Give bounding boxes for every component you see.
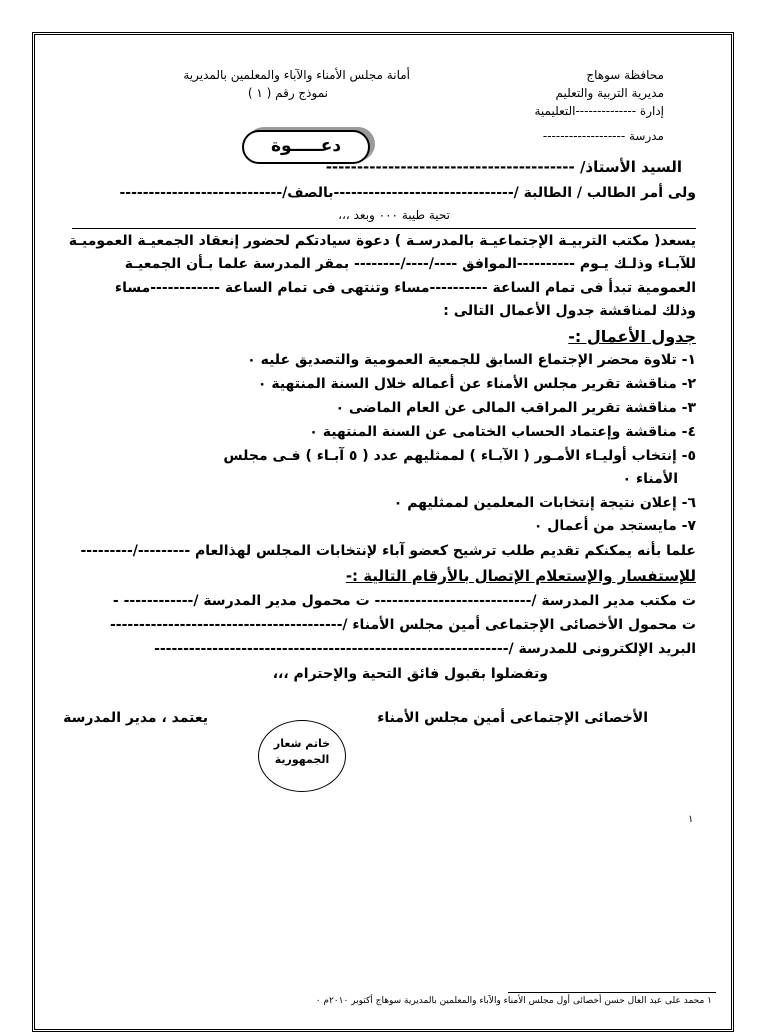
agenda-item: ٦- إعلان نتيجة إنتخابات المعلمين لممثليهم ٠ xyxy=(393,495,696,511)
administration-label: إدارة --------------التعليمية xyxy=(534,104,664,118)
contact-line-2: ت محمول الأخصائى الإجتماعى أمين مجلس الأمناء /---------------------------------------- xyxy=(109,617,696,633)
council-label: أمانة مجلس الأمناء والآباء والمعلمين بالمديرية xyxy=(183,68,410,82)
governorate-label: محافظة سوهاج xyxy=(586,68,664,82)
signature-principal: يعتمد ، مدير المدرسة xyxy=(63,710,208,726)
form-number: نموذج رقم ( ١ ) xyxy=(247,86,328,100)
body-line-2: للآبـاء وذلـك يـوم ----------الموافق ----/----/-------- بمقر المدرسة علما بـأن الجمعيـة xyxy=(124,256,696,272)
footnote-marker: ١ xyxy=(688,814,694,825)
agenda-item: ٤- مناقشة وإعتماد الحساب الختامى عن السنة المنتهية ٠ xyxy=(309,424,696,440)
closing-line: وتفضلوا بقبول فائق التحية والإحترام ،،، xyxy=(272,666,548,682)
greeting: تحية طيبة ٠٠٠ وبعد ،،، xyxy=(338,208,450,222)
contact-heading: للإستفسار والإستعلام الإتصال بالأرقام التالية :- xyxy=(345,567,696,585)
nomination-note: علما بأنه يمكنكم تقديم طلب ترشيح كعضو آباء لإنتخابات المجلس لهذالعام ---------/--------- xyxy=(80,543,696,559)
body-line-3: العمومية تبدأ فى تمام الساعة ----------مساء وتنتهى فى تمام الساعة ------------مساء xyxy=(114,280,696,296)
agenda-item: ٥- إنتخاب أوليـاء الأمـور ( الآبـاء ) لممثليهم عدد ( ٥ آبـاء ) فـى مجلس xyxy=(223,448,696,464)
contact-line-1: ت مكتب مدير المدرسة /--------------------------- ت محمول مدير المدرسة /------------ - xyxy=(112,593,696,609)
agenda-item: ٣- مناقشة تقرير المراقب المالى عن العام الماضى ٠ xyxy=(335,400,696,416)
agenda-item: ٢- مناقشة تقرير مجلس الأمناء عن أعماله خلال السنة المنتهية ٠ xyxy=(257,376,696,392)
agenda-item: ١- تلاوة محضر الإجتماع السابق للجمعية العمومية والتصديق عليه ٠ xyxy=(247,352,696,368)
seal-text: خاتم شعار الجمهورية xyxy=(273,737,331,766)
body-line-4: وذلك لمناقشة جدول الأعمال التالى : xyxy=(443,303,696,319)
agenda-item: ٧- مايستجد من أعمال ٠ xyxy=(533,518,696,534)
agenda-item: الأمناء ٠ xyxy=(622,471,678,487)
footnote-text: ١ محمد على عبد العال حسن أخصائى أول مجلس الأمناء والآباء والمعلمين بالمديرية سوهاج أكتوبر ٢٠١٠م ٠ xyxy=(315,996,712,1006)
agenda-heading: جدول الأعمال :- xyxy=(568,327,696,346)
guardian-line: ولى أمر الطالب / الطالبة /-------------------------------بالصف/---------------------------- xyxy=(119,185,696,201)
body-line-1: يسعد( مكتب التربيـة الإجتماعيـة بالمدرسـة ) دعوة سيادتكم لحضور إنعقاد الجمعيـة العموميـة xyxy=(68,233,696,249)
contact-line-3: البريد الإلكترونى للمدرسة /------------------------------------------------------------- xyxy=(154,641,696,657)
signature-social-worker: الأخصائى الإجتماعى أمين مجلس الأمناء xyxy=(377,710,648,726)
school-label: مدرسة ------------------- xyxy=(542,129,664,143)
salutation-line: السيد الأستاذ/ ---------------------------------------- xyxy=(325,158,682,176)
directorate-label: مديرية التربية والتعليم xyxy=(555,86,664,100)
seal-placeholder xyxy=(258,720,346,792)
footnote-divider xyxy=(508,992,716,993)
invitation-title: دعـــــوة xyxy=(242,130,370,164)
divider-top xyxy=(72,228,696,229)
